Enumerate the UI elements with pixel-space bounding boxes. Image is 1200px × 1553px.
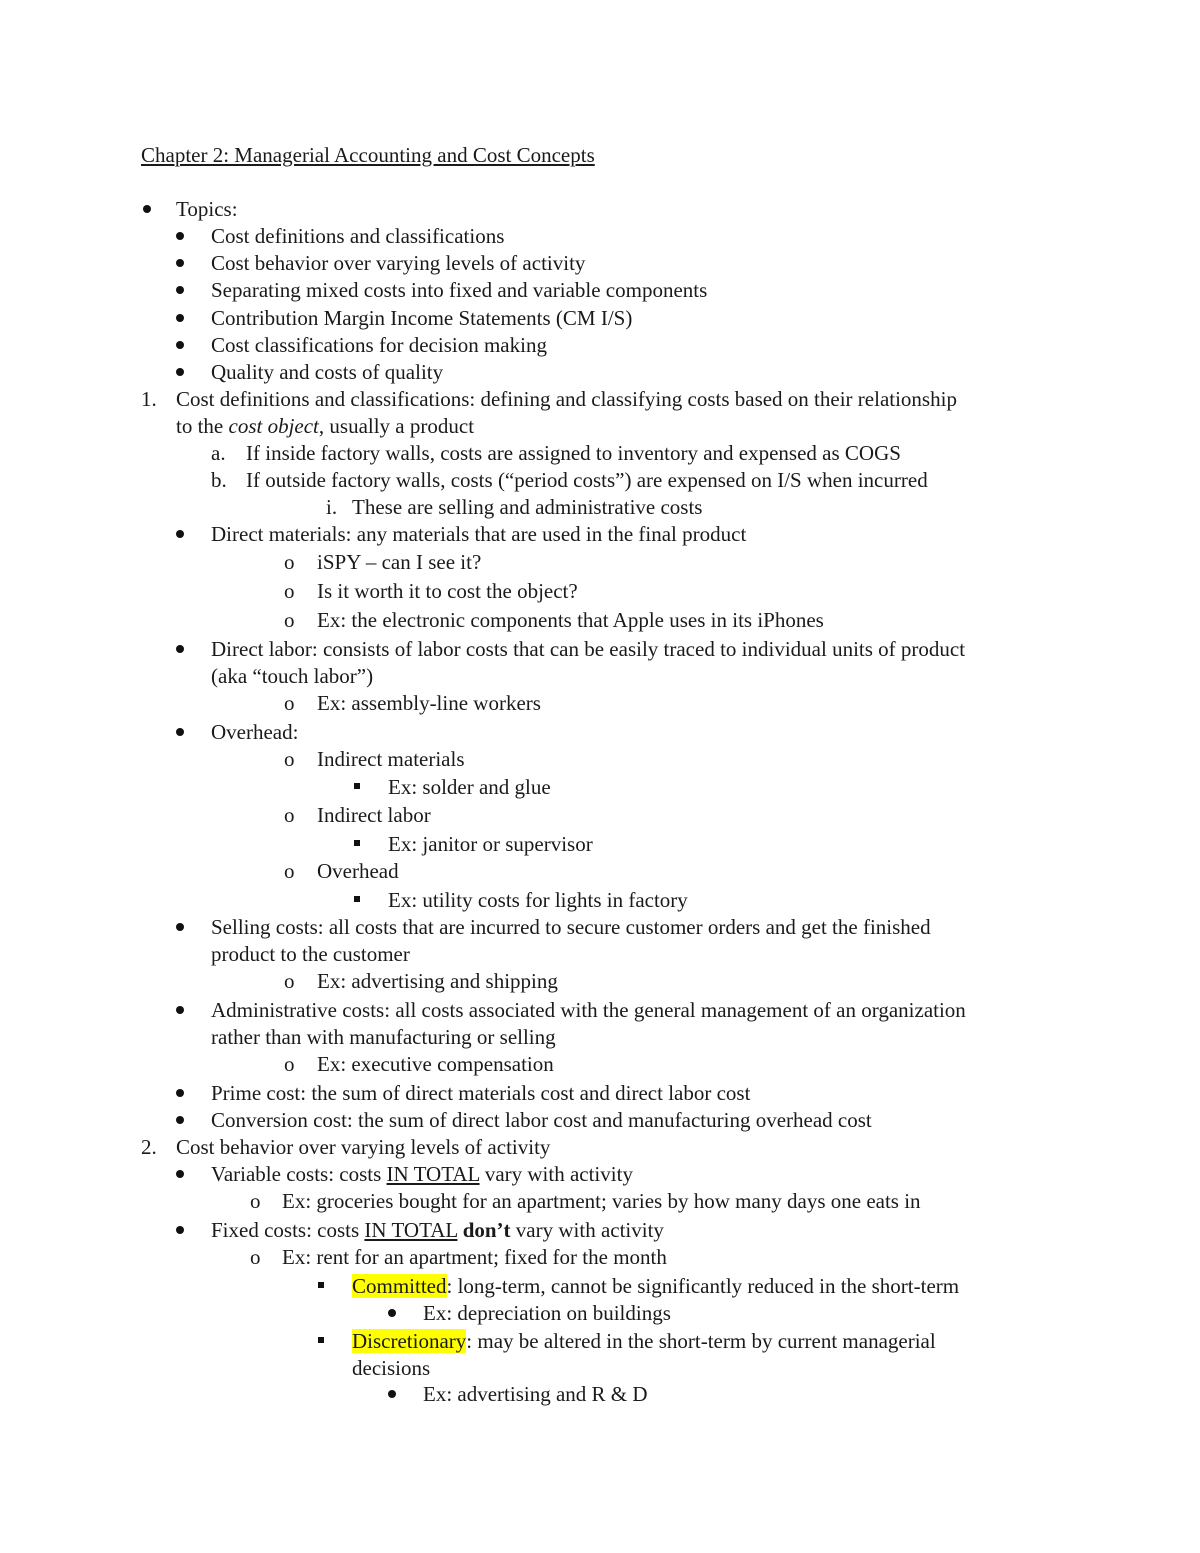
bullet-dot: [176, 1080, 184, 1107]
bullet-o: o: [284, 691, 295, 715]
list-letter: a.: [211, 441, 226, 465]
selling-costs-line1: Selling costs: all costs that are incurred to secure customer orders and get the finished: [211, 915, 931, 939]
discretionary-highlight: Discretionary: [352, 1329, 467, 1353]
overhead-item: Indirect labor: [317, 803, 431, 827]
discretionary-text: Discretionary: may be altered in the short-term by current managerial: [352, 1329, 936, 1353]
bullet-square: [354, 887, 360, 914]
bullet-dot: [176, 914, 184, 941]
overhead-example: Ex: utility costs for lights in factory: [388, 888, 688, 912]
bullet-dot: [176, 521, 184, 548]
outside-factory-text: If outside factory walls, costs (“period costs”) are expensed on I/S when incurred: [246, 468, 928, 492]
direct-materials-sub: Is it worth it to cost the object?: [317, 579, 578, 603]
administrative-costs-line1: Administrative costs: all costs associated with the general management of an organization: [211, 998, 966, 1022]
section-number: 1.: [141, 387, 157, 411]
direct-labor-line1: Direct labor: consists of labor costs that can be easily traced to individual units of product: [211, 637, 966, 661]
bullet-o: o: [250, 1189, 261, 1213]
bullet-dot: [176, 997, 184, 1024]
list-letter: b.: [211, 468, 227, 492]
bullet-dot: [176, 277, 184, 304]
in-total-underlined: IN TOTAL: [386, 1162, 480, 1186]
dont-bold: don’t: [462, 1218, 511, 1242]
direct-materials-sub: iSPY – can I see it?: [317, 550, 482, 574]
overhead-example: Ex: janitor or supervisor: [388, 832, 593, 856]
conversion-cost-text: Conversion cost: the sum of direct labor cost and manufacturing overhead cost: [211, 1108, 872, 1132]
fixed-costs-sub: Ex: rent for an apartment; fixed for the month: [282, 1245, 667, 1269]
bullet-dot: [143, 196, 151, 223]
overhead-text: Overhead:: [211, 720, 299, 744]
bullet-dot: [176, 719, 184, 746]
bullet-dot: [388, 1300, 396, 1327]
bullet-dot: [176, 223, 184, 250]
bullet-o: o: [284, 608, 295, 632]
section1-line2: to the cost object, usually a product: [176, 414, 475, 438]
administrative-costs-line2: rather than with manufacturing or selling: [211, 1025, 556, 1049]
fixed-costs-text: Fixed costs: costs IN TOTAL don’t vary with activity: [211, 1218, 664, 1242]
committed-text: Committed: long-term, cannot be significantly reduced in the short-term: [352, 1274, 960, 1298]
section2-heading: Cost behavior over varying levels of activity: [176, 1135, 551, 1159]
topic-item: Cost classifications for decision making: [211, 333, 547, 357]
variable-costs-text: Variable costs: costs IN TOTAL vary with activity: [211, 1162, 633, 1186]
bullet-o: o: [250, 1245, 261, 1269]
bullet-o: o: [284, 747, 295, 771]
period-costs-note: These are selling and administrative costs: [352, 495, 703, 519]
bullet-dot: [176, 359, 184, 386]
overhead-item: Overhead: [317, 859, 399, 883]
topic-item: Cost definitions and classifications: [211, 224, 505, 248]
committed-highlight: Committed: [352, 1274, 447, 1298]
bullet-o: o: [284, 550, 295, 574]
bullet-dot: [176, 305, 184, 332]
topic-item: Separating mixed costs into fixed and variable components: [211, 278, 708, 302]
bullet-o: o: [284, 803, 295, 827]
topic-item: Quality and costs of quality: [211, 360, 444, 384]
discretionary-example: Ex: advertising and R & D: [423, 1382, 648, 1406]
section-number: 2.: [141, 1135, 157, 1159]
bullet-square: [318, 1328, 324, 1355]
committed-example: Ex: depreciation on buildings: [423, 1301, 671, 1325]
bullet-square: [318, 1273, 324, 1300]
bullet-square: [354, 831, 360, 858]
inside-factory-text: If inside factory walls, costs are assigned to inventory and expensed as COGS: [246, 441, 901, 465]
topic-item: Contribution Margin Income Statements (CM I/S): [211, 306, 633, 330]
topics-label: Topics:: [176, 197, 238, 221]
direct-labor-line2: (aka “touch labor”): [211, 664, 374, 688]
direct-materials-text: Direct materials: any materials that are used in the final product: [211, 522, 747, 546]
selling-costs-line2: product to the customer: [211, 942, 410, 966]
prime-cost-text: Prime cost: the sum of direct materials cost and direct labor cost: [211, 1081, 751, 1105]
bullet-dot: [176, 636, 184, 663]
selling-costs-sub: Ex: advertising and shipping: [317, 969, 558, 993]
bullet-o: o: [284, 859, 295, 883]
bullet-dot: [176, 332, 184, 359]
list-roman: i.: [326, 495, 338, 519]
section1-line1: Cost definitions and classifications: defining and classifying costs based on their relationship: [176, 387, 957, 411]
bullet-o: o: [284, 1052, 295, 1076]
bullet-o: o: [284, 579, 295, 603]
topic-item: Cost behavior over varying levels of activity: [211, 251, 586, 275]
overhead-item: Indirect materials: [317, 747, 465, 771]
bullet-dot: [176, 1161, 184, 1188]
direct-labor-sub: Ex: assembly-line workers: [317, 691, 541, 715]
variable-costs-sub: Ex: groceries bought for an apartment; varies by how many days one eats in: [282, 1189, 921, 1213]
bullet-dot: [176, 1107, 184, 1134]
bullet-dot: [176, 1217, 184, 1244]
discretionary-text-line2: decisions: [352, 1356, 431, 1380]
bullet-dot: [388, 1381, 396, 1408]
bullet-dot: [176, 250, 184, 277]
administrative-costs-sub: Ex: executive compensation: [317, 1052, 554, 1076]
overhead-example: Ex: solder and glue: [388, 775, 551, 799]
bullet-o: o: [284, 969, 295, 993]
page-title: Chapter 2: Managerial Accounting and Cost Concepts: [141, 143, 595, 167]
direct-materials-sub: Ex: the electronic components that Apple uses in its iPhones: [317, 608, 824, 632]
cost-object-term: cost object: [228, 414, 319, 438]
bullet-square: [354, 774, 360, 801]
in-total-underlined: IN TOTAL: [364, 1218, 458, 1242]
